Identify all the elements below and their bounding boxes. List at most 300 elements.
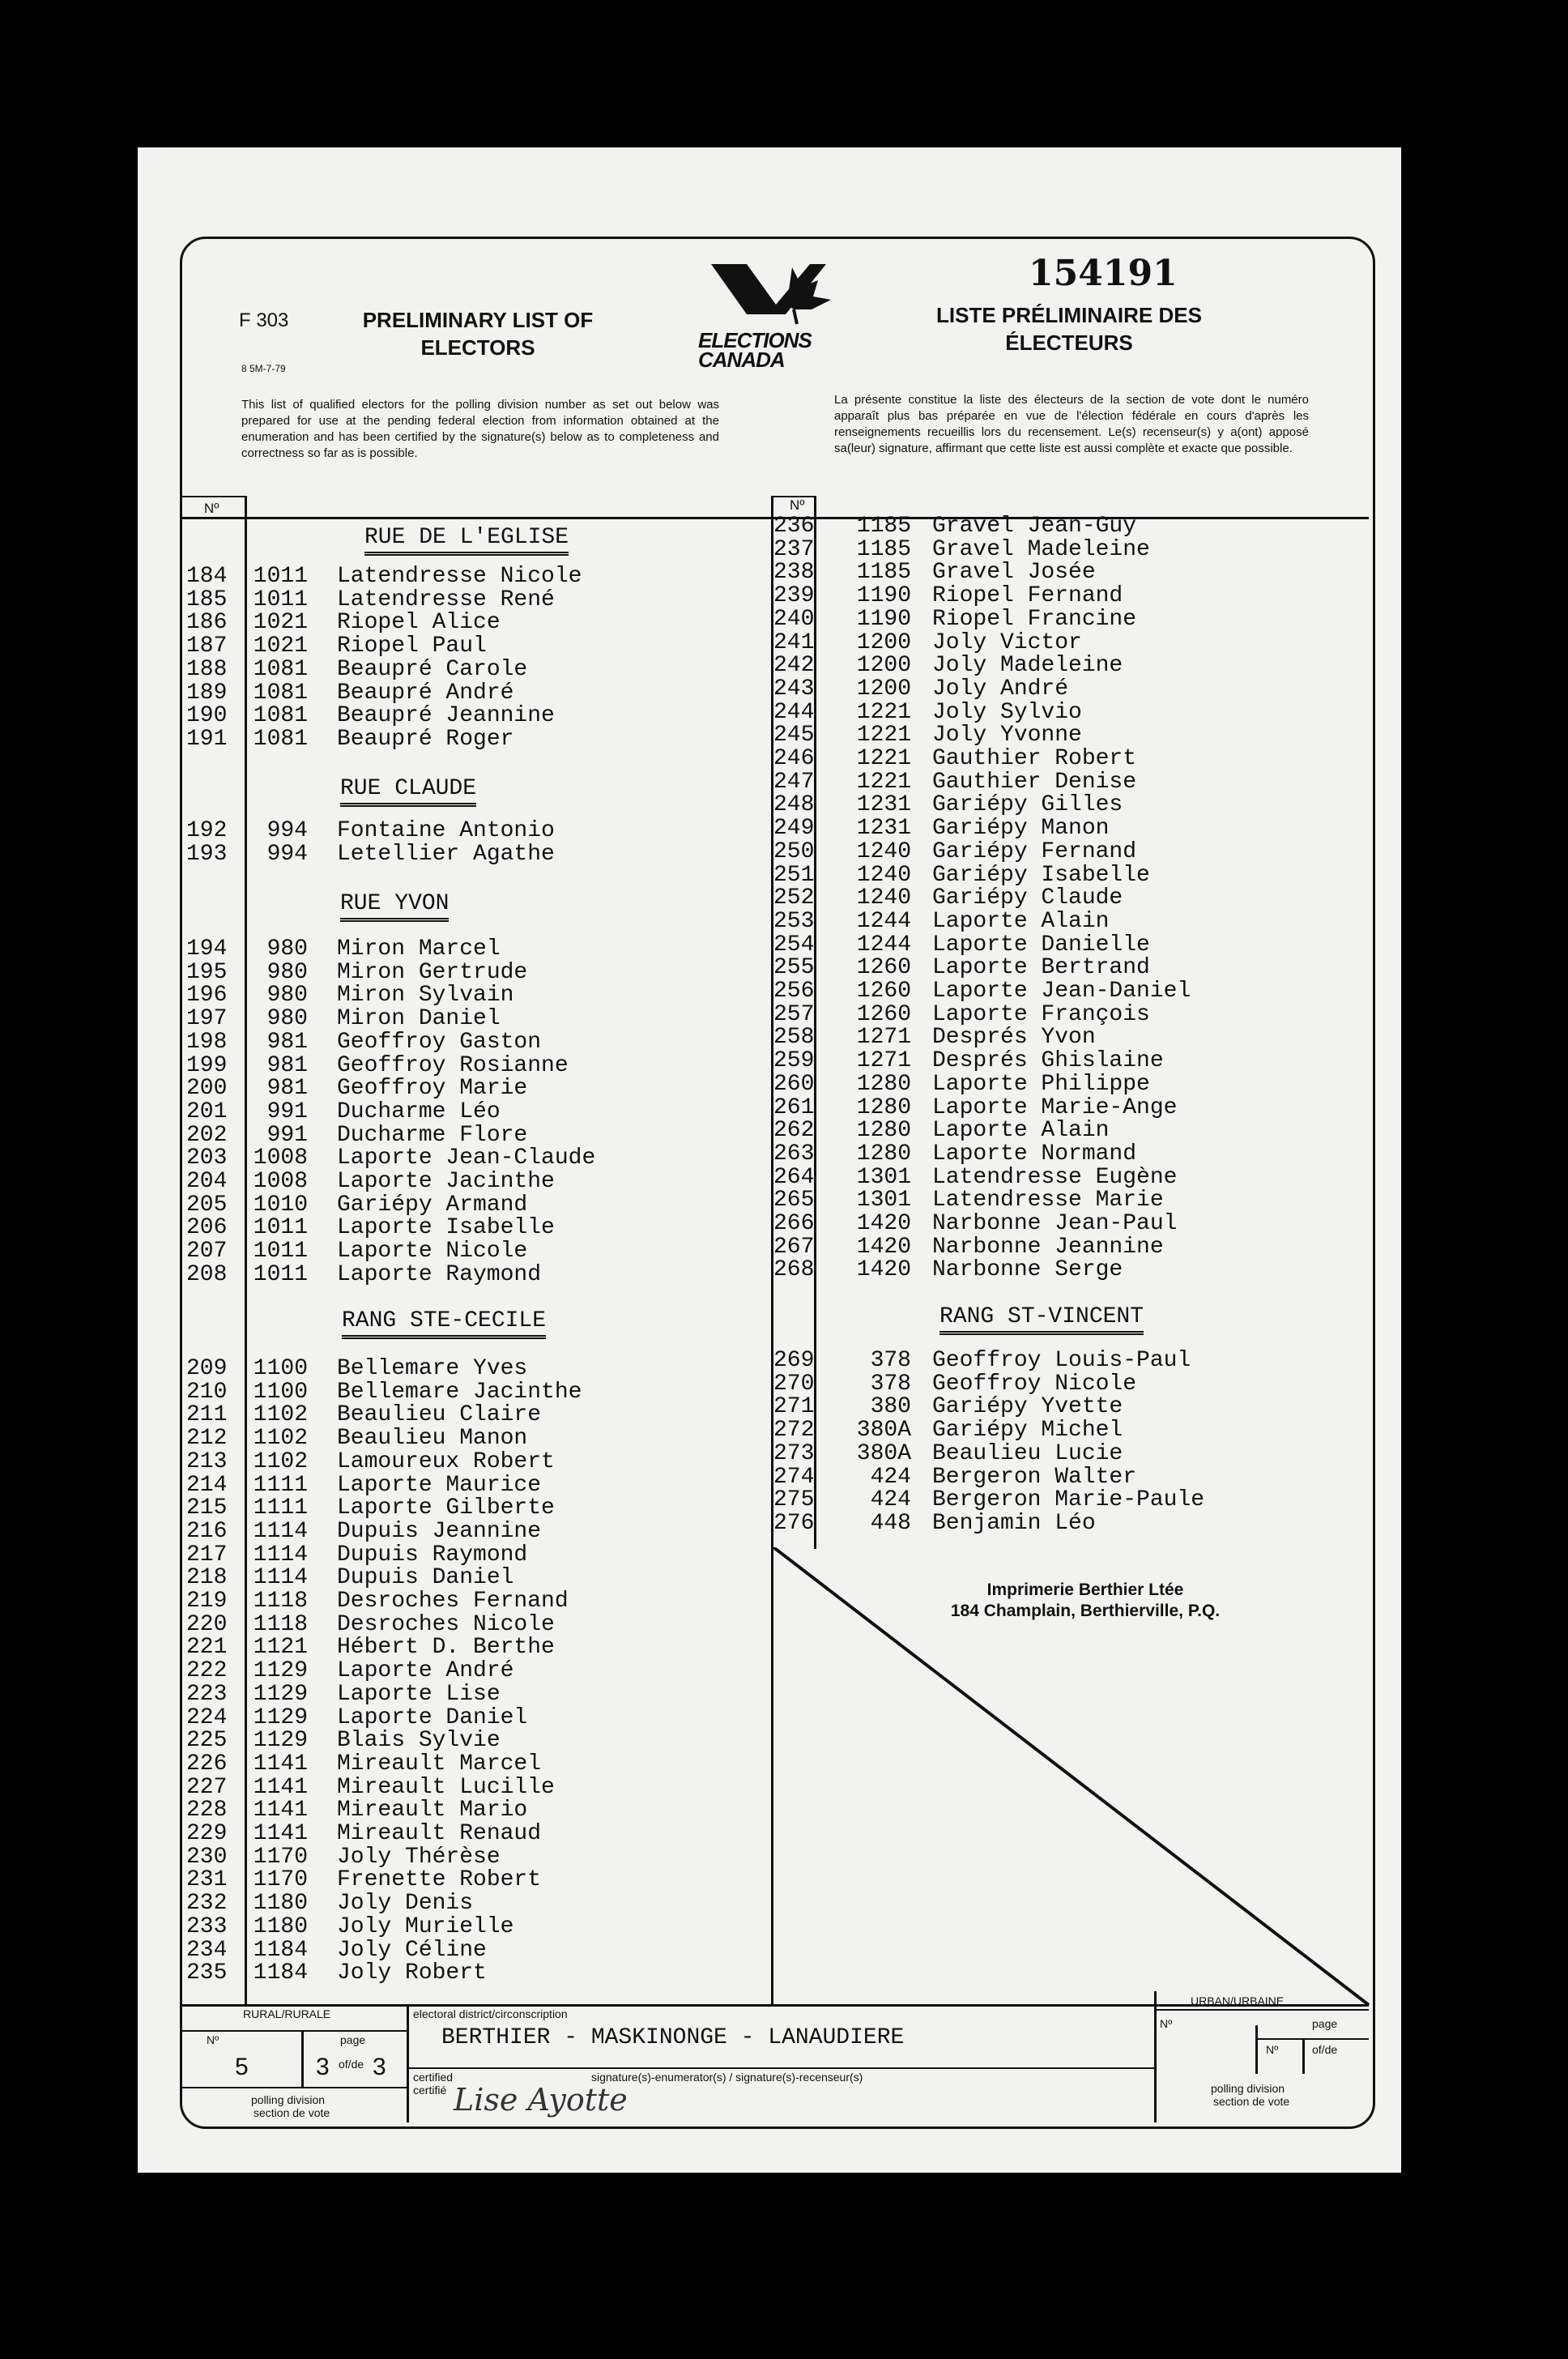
elector-name: Mireault Marcel (337, 1751, 542, 1777)
street-heading: RUE DE L'EGLISE (364, 525, 569, 556)
elector-name: Bellemare Jacinthe (337, 1379, 582, 1405)
civic-address: 1102 (253, 1448, 308, 1474)
elector-row (186, 1358, 769, 1381)
elector-name: Laporte Jacinthe (337, 1169, 555, 1194)
elector-number: 262 (773, 1118, 815, 1144)
elector-number: 247 (773, 769, 815, 795)
elector-name: Miron Marcel (337, 936, 501, 962)
elector-row (773, 1396, 1365, 1419)
civic-address: 1301 (856, 1188, 911, 1214)
intro-text-en: This list of qualified electors for the polling division number as set out below was prepared for use at the pending federal election from information obtained at the enumeration and has been certified by the signature(s) below as to completeness and correctness so far as is possible. (241, 398, 719, 460)
elector-number: 254 (773, 932, 815, 958)
rural-page-label: page (340, 2033, 366, 2046)
elector-row (773, 608, 1365, 632)
elector-number: 213 (186, 1448, 228, 1474)
elector-row (186, 1008, 769, 1031)
elector-name: Laporte Maurice (337, 1472, 542, 1498)
elector-number: 188 (186, 656, 228, 682)
civic-address: 1141 (253, 1774, 308, 1800)
elector-row (186, 1636, 769, 1660)
civic-address: 1244 (856, 908, 911, 934)
civic-address: 1011 (253, 1261, 308, 1287)
elector-number: 251 (773, 862, 815, 888)
elector-row (186, 1962, 769, 1986)
enumerator-signature: Lise Ayotte (454, 2082, 628, 2118)
elector-number: 199 (186, 1052, 228, 1078)
civic-address: 1240 (856, 862, 911, 888)
elector-row (186, 728, 769, 752)
elector-number: 252 (773, 885, 815, 911)
civic-address: 1100 (253, 1356, 308, 1381)
civic-address: 1221 (856, 699, 911, 725)
elector-name: Hébert D. Berthe (337, 1635, 555, 1661)
elector-name: Beaupré Jeannine (337, 703, 555, 729)
elector-number: 265 (773, 1188, 815, 1214)
civic-address: 1240 (856, 885, 911, 911)
civic-address: 378 (870, 1371, 911, 1397)
civic-address: 1260 (856, 979, 911, 1004)
civic-address: 1081 (253, 726, 308, 752)
elector-row (773, 515, 1365, 539)
elector-number: 271 (773, 1394, 815, 1420)
elector-row (186, 612, 769, 635)
elector-number: 191 (186, 726, 228, 752)
rural-no-label: Nº (207, 2033, 219, 2046)
elector-name: Gariépy Gilles (932, 792, 1123, 818)
right-listing (773, 515, 1365, 1552)
elector-name: Miron Gertrude (337, 959, 528, 985)
elector-row (186, 1590, 769, 1614)
elector-name: Laporte Isabelle (337, 1215, 555, 1241)
elector-number: 235 (186, 1960, 228, 1986)
elector-number: 275 (773, 1487, 815, 1513)
elector-row (186, 1730, 769, 1753)
rural-label: RURAL/RURALE (243, 2007, 331, 2020)
elector-name: Bellemare Yves (337, 1356, 528, 1381)
elector-number: 245 (773, 723, 815, 749)
elector-row (186, 1031, 769, 1055)
elector-row (773, 1512, 1365, 1536)
elector-number: 203 (186, 1145, 228, 1171)
elector-name: Blais Sylvie (337, 1728, 501, 1754)
elector-number: 219 (186, 1589, 228, 1614)
elector-row (773, 980, 1365, 1004)
district-rule (407, 2067, 1154, 2069)
elector-number: 211 (186, 1402, 228, 1428)
elector-name: Latendresse Marie (932, 1188, 1164, 1214)
civic-address: 1118 (253, 1611, 308, 1637)
elector-row (186, 1171, 769, 1194)
elector-row (186, 1124, 769, 1148)
elector-name: Laporte Raymond (337, 1261, 542, 1287)
elector-number: 205 (186, 1192, 228, 1218)
urban-label: URBAN/URBAINE (1191, 1994, 1285, 2007)
street-heading: RANG STE-CECILE (342, 1308, 546, 1339)
civic-address: 1100 (253, 1379, 308, 1405)
elector-number: 227 (186, 1774, 228, 1800)
civic-address: 1111 (253, 1495, 308, 1521)
elector-row (186, 635, 769, 659)
elector-number: 202 (186, 1122, 228, 1148)
civic-address: 380 (870, 1394, 911, 1420)
civic-address: 1141 (253, 1821, 308, 1846)
civic-address: 1260 (856, 1001, 911, 1027)
elector-row (186, 984, 769, 1008)
civic-address: 1011 (253, 587, 308, 612)
elector-name: Fontaine Antonio (337, 818, 555, 843)
elector-number: 241 (773, 629, 815, 655)
elector-number: 190 (186, 703, 228, 729)
elector-row (773, 1440, 1365, 1466)
elector-name: Beaulieu Manon (337, 1426, 528, 1452)
civic-address: 1114 (253, 1518, 308, 1544)
elector-name: Laporte Lise (337, 1681, 501, 1707)
elector-number: 184 (186, 564, 228, 589)
civic-address: 1231 (856, 792, 911, 818)
elector-row (773, 1143, 1365, 1167)
civic-address: 980 (266, 959, 308, 985)
elector-row (186, 1704, 769, 1730)
rural-divider (301, 2030, 304, 2087)
elector-row (773, 1001, 1365, 1027)
elector-number: 233 (186, 1913, 228, 1939)
civic-address: 1190 (856, 583, 911, 609)
elector-row (186, 938, 769, 962)
urban-of-label: of/de (1312, 2043, 1338, 2056)
elector-row (773, 771, 1365, 795)
civic-address: 994 (266, 841, 308, 867)
elector-row (186, 1381, 769, 1405)
elector-number: 228 (186, 1798, 228, 1824)
elector-name: Desroches Nicole (337, 1611, 555, 1637)
certified-label: certified (413, 2071, 454, 2084)
elector-number: 268 (773, 1257, 815, 1283)
elector-number: 218 (186, 1565, 228, 1591)
elector-row (186, 959, 769, 985)
elector-name: Laporte André (337, 1658, 514, 1684)
elector-row (186, 1544, 769, 1568)
elector-number: 217 (186, 1542, 228, 1568)
elector-row (186, 1753, 769, 1777)
civic-address: 980 (266, 1006, 308, 1032)
of-label: of/de (339, 2058, 364, 2071)
urban-section-label: section de vote (1213, 2095, 1290, 2108)
civic-address: 991 (266, 1098, 308, 1124)
elector-number: 216 (186, 1518, 228, 1544)
elector-row (773, 1026, 1365, 1050)
civic-address: 1200 (856, 629, 911, 655)
elector-row (773, 887, 1365, 911)
intro-text-fr: La présente constitue la liste des électeurs de la section de vote dont le numéro apparaît plus bas préparée en vue de l'élection fédérale en cours d'après les renseignements recueillis lors du recensement. Le(s) recenseur(s) y a(ont) apposé sa(leur) signature, affirmant que cette liste est aussi complète et exacte que possible. (834, 393, 1309, 455)
elector-row (186, 1077, 769, 1101)
civic-address: 380A (856, 1440, 911, 1466)
no-box-rule-left (182, 496, 247, 497)
civic-address: 981 (266, 1052, 308, 1078)
civic-address: 1129 (253, 1658, 308, 1684)
elector-number: 215 (186, 1495, 228, 1521)
civic-address: 1118 (253, 1589, 308, 1614)
elector-name: Laporte Bertrand (932, 955, 1150, 981)
elector-name: Laporte Normand (932, 1141, 1137, 1167)
rural-rule (182, 2030, 407, 2032)
rural-number: 5 (235, 2054, 249, 2080)
elector-number: 209 (186, 1356, 228, 1381)
civic-address: 1141 (253, 1798, 308, 1824)
elector-row (773, 1259, 1365, 1282)
elector-name: Latendresse Eugène (932, 1164, 1178, 1190)
elector-row (186, 820, 769, 843)
elector-number: 192 (186, 818, 228, 843)
elector-name: Narbonne Jean-Paul (932, 1211, 1178, 1236)
elector-name: Mireault Renaud (337, 1821, 542, 1846)
elector-name: Geoffroy Rosianne (337, 1052, 569, 1078)
elector-row (186, 1683, 769, 1707)
elector-number: 189 (186, 680, 228, 706)
civic-address: 1244 (856, 932, 911, 958)
electoral-district: BERTHIER - MASKINONGE - LANAUDIERE (441, 2025, 905, 2050)
elector-name: Riopel Paul (337, 633, 487, 659)
elector-name: Miron Sylvain (337, 983, 514, 1009)
elector-name: Laporte François (932, 1001, 1150, 1027)
elector-row (773, 1213, 1365, 1236)
elector-name: Gariépy Isabelle (932, 862, 1150, 888)
elector-row (773, 1489, 1365, 1512)
civic-address: 1114 (253, 1542, 308, 1568)
urban-no2-label: Nº (1266, 2043, 1279, 2056)
title-en: PRELIMINARY LIST OF ELECTORS (362, 308, 594, 360)
elector-number: 225 (186, 1728, 228, 1754)
elector-row (186, 1052, 769, 1078)
elector-name: Laporte Jean-Claude (337, 1145, 596, 1171)
elector-name: Latendresse René (337, 587, 555, 612)
elector-number: 220 (186, 1611, 228, 1637)
civic-address: 1420 (856, 1257, 911, 1283)
elector-row (186, 705, 769, 728)
civic-address: 1129 (253, 1704, 308, 1730)
elector-name: Joly Murielle (337, 1913, 514, 1939)
elector-row (773, 724, 1365, 748)
elector-number: 270 (773, 1371, 815, 1397)
elector-number: 263 (773, 1141, 815, 1167)
elector-number: 198 (186, 1029, 228, 1055)
elector-name: Laporte Alain (932, 1118, 1110, 1144)
elector-name: Gravel Josée (932, 560, 1096, 586)
elector-name: Laporte Philippe (932, 1071, 1150, 1097)
elector-number: 207 (186, 1239, 228, 1265)
elector-name: Laporte Daniel (337, 1704, 528, 1730)
civic-address: 424 (870, 1487, 911, 1513)
civic-address: 1221 (856, 769, 911, 795)
urban-divider-2 (1302, 2038, 1305, 2074)
printer-line-2: 184 Champlain, Berthierville, P.Q. (950, 1602, 1221, 1620)
elector-number: 253 (773, 908, 815, 934)
elector-name: Riopel Alice (337, 610, 501, 636)
elector-name: Laporte Gilberte (337, 1495, 555, 1521)
civic-address: 1011 (253, 1239, 308, 1265)
civic-address: 1021 (253, 610, 308, 636)
elector-number: 273 (773, 1440, 815, 1466)
elector-row (186, 1913, 769, 1939)
elector-number: 260 (773, 1071, 815, 1097)
civic-address: 1111 (253, 1472, 308, 1498)
elector-name: Joly Denis (337, 1891, 474, 1917)
elector-number: 187 (186, 633, 228, 659)
elector-row (186, 1892, 769, 1916)
printer-info (931, 1580, 1239, 1622)
elector-name: Mireault Lucille (337, 1774, 555, 1800)
civic-address: 1180 (253, 1891, 308, 1917)
elector-row (186, 1774, 769, 1800)
civic-address: 1011 (253, 1215, 308, 1241)
elector-name: Frenette Robert (337, 1867, 542, 1893)
elector-number: 257 (773, 1001, 815, 1027)
section-de-vote-label: section de vote (254, 2106, 330, 2119)
elector-name: Joly Victor (932, 629, 1082, 655)
elector-row (186, 589, 769, 612)
elector-row (773, 1164, 1365, 1190)
civic-address: 1102 (253, 1426, 308, 1452)
elector-name: Laporte Marie-Ange (932, 1094, 1178, 1120)
district-label: electoral district/circonscription (413, 2007, 568, 2020)
elector-name: Mireault Mario (337, 1798, 528, 1824)
elector-number: 248 (773, 792, 815, 818)
elector-row (186, 1404, 769, 1427)
street-heading: RANG ST-VINCENT (940, 1304, 1144, 1335)
elector-row (773, 1466, 1365, 1490)
rural-bottom-rule (182, 2087, 407, 2088)
elector-name: Gariépy Fernand (932, 838, 1137, 864)
elector-number: 250 (773, 838, 815, 864)
serial-number: 154191 (1029, 253, 1178, 294)
elector-number: 208 (186, 1261, 228, 1287)
urban-page-label: page (1312, 2017, 1338, 2030)
elector-row (186, 1474, 769, 1498)
civic-address: 991 (266, 1122, 308, 1148)
elector-name: Beaulieu Lucie (932, 1440, 1123, 1466)
elector-row (773, 678, 1365, 702)
elector-name: Gauthier Robert (932, 746, 1137, 771)
elector-number: 256 (773, 979, 815, 1004)
polling-division-label: polling division (251, 2093, 326, 2106)
civic-address: 1185 (856, 560, 911, 586)
elector-row (186, 843, 769, 867)
printer-line-1: Imprimerie Berthier Ltée (986, 1580, 1184, 1599)
civic-address: 424 (870, 1464, 911, 1490)
elector-row (186, 1217, 769, 1240)
elector-number: 195 (186, 959, 228, 985)
civic-address: 1008 (253, 1169, 308, 1194)
elector-row (186, 1799, 769, 1823)
civic-address: 1008 (253, 1145, 308, 1171)
elector-name: Riopel Francine (932, 606, 1137, 632)
elector-row (773, 585, 1365, 608)
elector-number: 244 (773, 699, 815, 725)
elector-name: Dupuis Raymond (337, 1542, 528, 1568)
elector-name: Geoffroy Marie (337, 1076, 528, 1102)
elector-number: 236 (773, 514, 815, 539)
elector-number: 243 (773, 676, 815, 702)
civic-address: 380A (856, 1418, 911, 1444)
civic-address: 1301 (856, 1164, 911, 1190)
civic-address: 1185 (856, 536, 911, 562)
elector-number: 231 (186, 1867, 228, 1893)
elector-row (773, 838, 1365, 864)
elector-row (773, 1189, 1365, 1213)
civic-address: 980 (266, 983, 308, 1009)
elector-name: Letellier Agathe (337, 841, 555, 867)
elector-name: Joly Robert (337, 1960, 487, 1986)
elector-row (773, 908, 1365, 934)
civic-address: 1170 (253, 1867, 308, 1893)
elector-row (773, 1094, 1365, 1120)
elector-number: 242 (773, 653, 815, 679)
elector-number: 255 (773, 955, 815, 981)
page-number: 3 (316, 2054, 330, 2080)
elector-number: 232 (186, 1891, 228, 1917)
civic-address: 1081 (253, 656, 308, 682)
elector-number: 200 (186, 1076, 228, 1102)
form-date: 8 5M-7-79 (241, 363, 286, 374)
civic-address: 1141 (253, 1751, 308, 1777)
civic-address: 1280 (856, 1118, 911, 1144)
elector-number: 186 (186, 610, 228, 636)
elector-row (186, 1611, 769, 1637)
elector-name: Després Yvon (932, 1025, 1096, 1051)
elector-number: 185 (186, 587, 228, 612)
elector-row (186, 1427, 769, 1451)
civic-address: 1129 (253, 1728, 308, 1754)
civic-address: 981 (266, 1029, 308, 1055)
civic-address: 1190 (856, 606, 911, 632)
civic-address: 981 (266, 1076, 308, 1102)
elector-number: 212 (186, 1426, 228, 1452)
elector-number: 237 (773, 536, 815, 562)
elector-number: 197 (186, 1006, 228, 1032)
footer-divider-1 (407, 2004, 409, 2122)
civic-address: 1231 (856, 816, 911, 842)
elector-row (186, 1261, 769, 1287)
elector-row (773, 817, 1365, 841)
elector-number: 223 (186, 1681, 228, 1707)
elector-row (186, 1497, 769, 1521)
elector-row (773, 934, 1365, 958)
civic-address: 1129 (253, 1681, 308, 1707)
elector-row (773, 561, 1365, 585)
elector-row (186, 1518, 769, 1544)
elector-name: Miron Daniel (337, 1006, 501, 1032)
elector-number: 274 (773, 1464, 815, 1490)
elector-row (186, 1823, 769, 1846)
elector-number: 229 (186, 1821, 228, 1846)
elector-number: 240 (773, 606, 815, 632)
elector-name: Narbonne Serge (932, 1257, 1123, 1283)
elector-number: 258 (773, 1025, 815, 1051)
civic-address: 1170 (253, 1844, 308, 1870)
no-label-right: Nº (790, 497, 805, 513)
civic-address: 1280 (856, 1071, 911, 1097)
elector-row (186, 1567, 769, 1590)
logo-text: ELECTIONS CANADA (698, 328, 812, 372)
elector-number: 249 (773, 816, 815, 842)
civic-address: 980 (266, 936, 308, 962)
elector-number: 272 (773, 1418, 815, 1444)
elector-name: Dupuis Daniel (337, 1565, 514, 1591)
urban-mid-rule (1255, 2038, 1369, 2040)
elector-row (186, 1448, 769, 1474)
elector-row (773, 1050, 1365, 1073)
civic-address: 1280 (856, 1094, 911, 1120)
no-label-left: Nº (204, 501, 219, 516)
